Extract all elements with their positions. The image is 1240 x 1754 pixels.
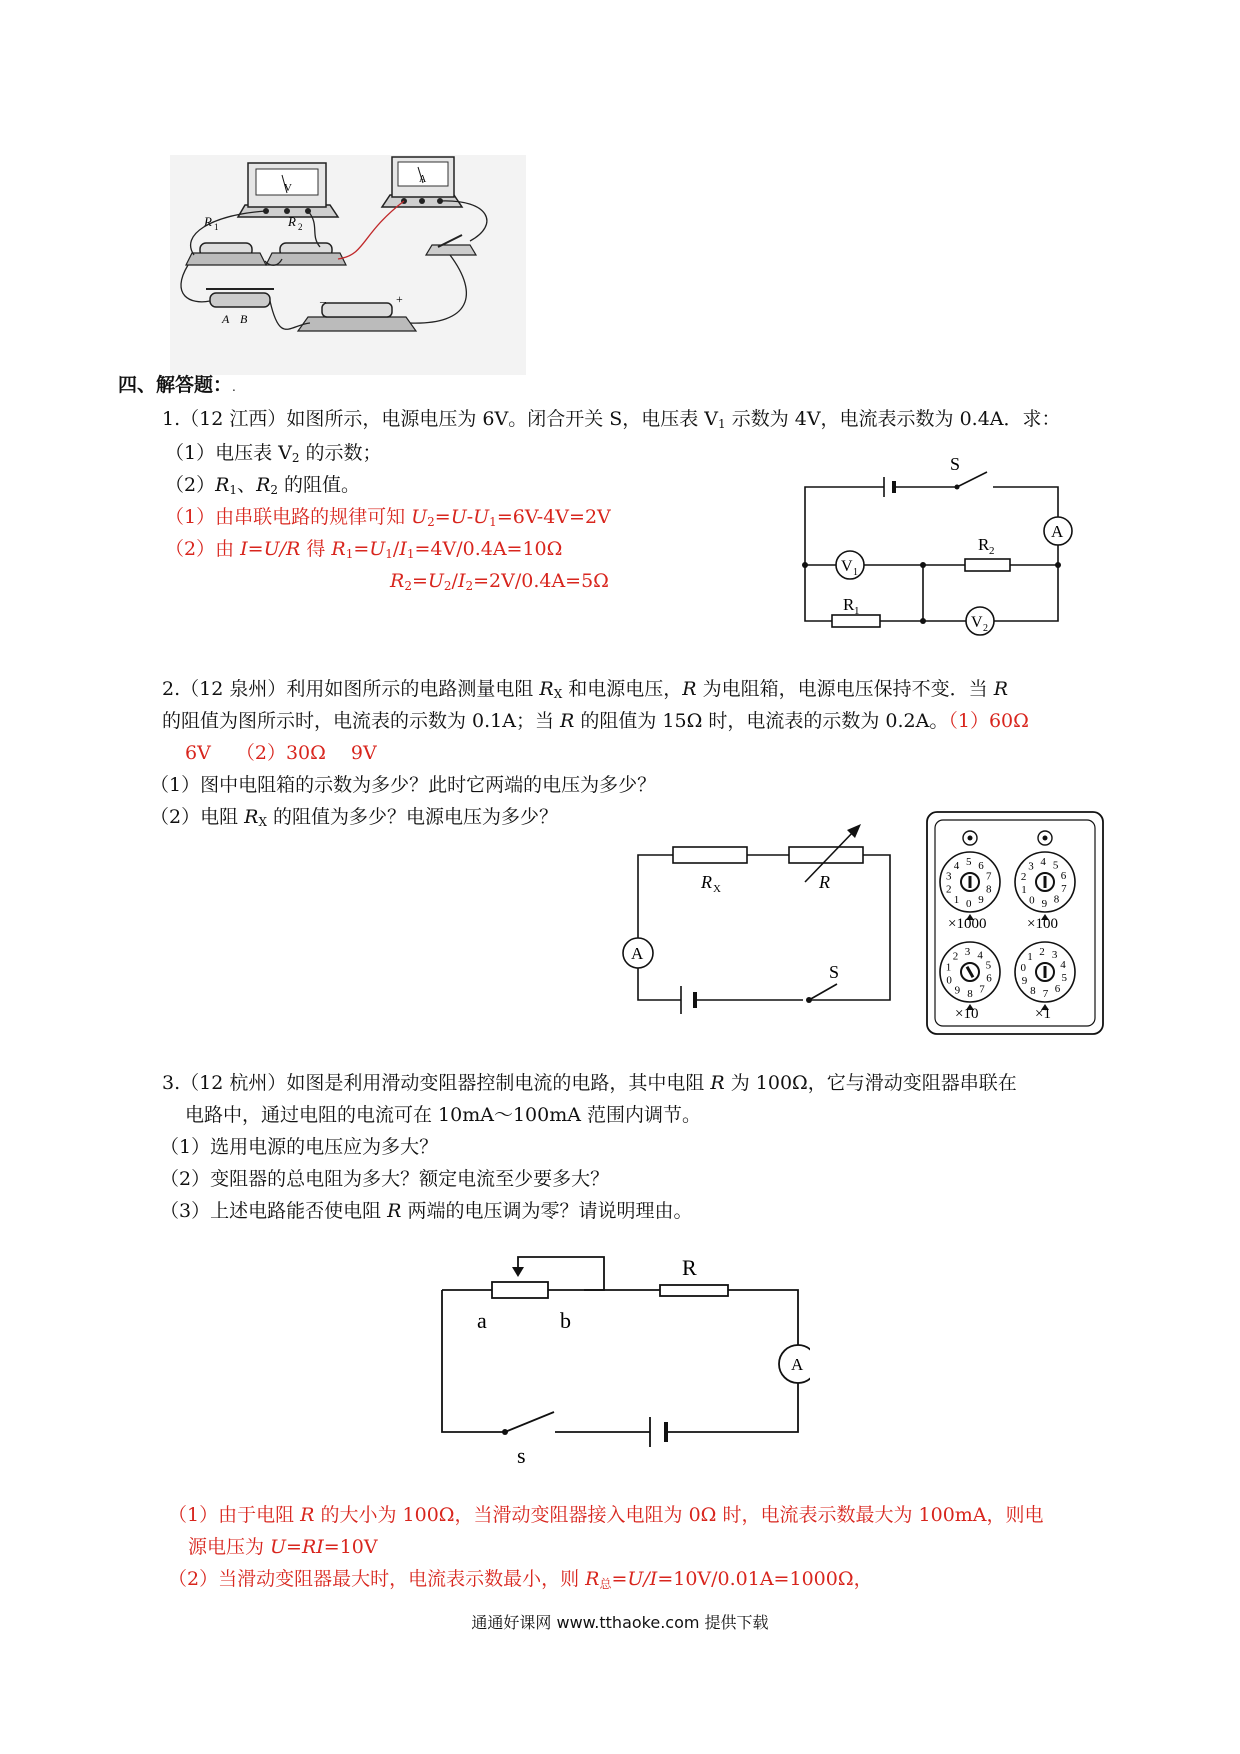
q3-b-label: b [560, 1308, 571, 1333]
q3-slider-arrow [512, 1267, 524, 1277]
q1-v1-sub: 1 [853, 567, 858, 578]
q3-answer2: （2）当滑动变阻器最大时，电流表示数最小，则 $R_总=U/I=10V/0.01A=1000\Omega$， [168, 1568, 873, 1591]
dial-digit: 3 [964, 946, 971, 958]
dial-digit: 1 [945, 961, 952, 974]
dial-digit: 0 [1020, 962, 1026, 975]
q1-r1-sub: 1 [854, 605, 860, 617]
dial-digit: 2 [1039, 946, 1045, 959]
dial-digit: 6 [1054, 982, 1061, 995]
photo-minus-label: – [320, 294, 326, 308]
dial-digit: 8 [1053, 893, 1060, 906]
photo-r1-label: R [204, 214, 212, 229]
q1-r1-label: R [843, 595, 855, 614]
q2-ammeter-label: A [631, 944, 644, 963]
q1-v2-sub: 2 [983, 623, 988, 634]
dial-digit: 1 [1027, 951, 1033, 964]
dial-digit: 8 [967, 988, 973, 1000]
dial-digit: 8 [986, 883, 992, 896]
q2-switch-label: S [829, 962, 840, 982]
q3-circuit-diagram [430, 1245, 810, 1485]
dial-digit: 7 [1042, 987, 1049, 1000]
q1-ammeter-label: A [1051, 522, 1064, 541]
voltmeter-device [238, 163, 338, 217]
dial-digit: 5 [1061, 971, 1067, 984]
q3-line1: 3.（12 杭州）如图是利用滑动变阻器控制电流的电路，其中电阻 R 为 100Ω，它与滑动变阻器串联在 [162, 1072, 1017, 1094]
ammeter-label: A [419, 174, 427, 185]
footer-text: 通通好课网 www.tthaoke.com 提供下载 [471, 1613, 769, 1632]
dial-digit: 2 [1020, 871, 1027, 884]
dial-digit: 5 [1052, 859, 1059, 872]
dial-digit: 7 [986, 870, 992, 883]
dial-digit: 6 [978, 860, 984, 872]
dial-digit: 4 [1060, 958, 1066, 971]
q2-resistor-rx [673, 847, 747, 863]
q1-v2-label: V [971, 614, 983, 631]
q1-stem: 1.（12 江西）如图所示，电源电压为 6V。闭合开关 S，电压表 $V_1$ 示数为 4V，电流表示数为 0.4A．求： [162, 408, 1061, 431]
q1-switch-label: S [950, 454, 961, 474]
q3-part2: （2）变阻器的总电阻为多大？额定电流至少要多大？ [160, 1168, 610, 1190]
dial-digit: 5 [966, 856, 972, 868]
q3-line2: 电路中，通过电阻的电流可在 10mA～100mA 范围内调节。 [185, 1104, 701, 1126]
ammeter-device [382, 157, 462, 207]
dial-digit: 4 [953, 860, 960, 872]
dial-label-10: ×10 [955, 1006, 979, 1022]
dial-digit: 0 [1029, 894, 1035, 907]
dial-digit: 6 [1060, 869, 1067, 882]
q3-a-label: a [477, 1308, 487, 1333]
dial-label-1000: ×1000 [948, 916, 987, 932]
dial-digit: 9 [954, 984, 961, 997]
photo-plus-label: + [396, 292, 403, 306]
dial-digit: 4 [1040, 856, 1046, 868]
photo-r2-sub: 2 [298, 222, 303, 232]
q2-line2: 的阻值为图所示时，电流表的示数为 0.1A；当 R 的阻值为 15Ω 时，电流表的示数为 0.2A。（1）60Ω [162, 710, 1029, 732]
q3-part1: （1）选用电源的电压应为多大？ [160, 1136, 439, 1158]
q2-part1: （1）图中电阻箱的示数为多少？此时它两端的电压为多少？ [150, 774, 657, 796]
q1-answer3: $R_2=U_2/I_2=2V/0.4A=5\Omega$ [390, 570, 609, 593]
dial-digit: 1 [953, 894, 960, 906]
q2-circuit-diagram [615, 820, 900, 1020]
page-footer [0, 1610, 1240, 1633]
q1-circuit-diagram [790, 450, 1110, 660]
dial-digit: 3 [1051, 949, 1058, 961]
q1-v1-label: V [841, 558, 853, 575]
q1-part1: （1）电压表 $V_2$ 的示数； [165, 442, 382, 465]
photo-b-label: B [240, 312, 248, 326]
dial-digit: 7 [979, 983, 985, 996]
dial-digit: 1 [1021, 884, 1027, 897]
dial-label-100: ×100 [1027, 916, 1058, 932]
dial-digit: 4 [977, 949, 983, 962]
q2-part2: （2）电阻 $R_X$ 的阻值为多少？电源电压为多少？ [150, 806, 559, 829]
section-heading [118, 372, 236, 400]
dial-digit: 9 [1041, 898, 1048, 910]
q3-resistor-r [660, 1285, 728, 1296]
q1-answer2: （2）由 I=U/R 得 $R_1=U_1/I_1=4V/0.4A=10\Omega$ [165, 538, 563, 561]
dial-digit: 2 [946, 883, 952, 896]
q1-r2-label: R [978, 535, 990, 554]
q2-line1: 2.（12 泉州）利用如图所示的电路测量电阻 $R_X$ 和电源电压，R 为电阻箱，电源电压保持不变．当 R [162, 678, 1009, 701]
dial-digit: 8 [1030, 985, 1036, 997]
q1-resistor-r2 [965, 559, 1010, 571]
q3-r-label: R [682, 1255, 697, 1280]
photo-r2-label: R [288, 214, 296, 229]
dial-label-1: ×1 [1035, 1006, 1051, 1022]
photo-a-label: A [222, 312, 230, 326]
q2-rx-label: R [701, 872, 712, 892]
dial-digit: 3 [1028, 860, 1034, 873]
q3-slide-rheostat [492, 1282, 548, 1298]
dial-digit: 9 [1021, 975, 1028, 988]
dial-digit: 0 [966, 898, 972, 910]
dial-digit: 2 [952, 950, 959, 963]
dial-digit: 6 [986, 972, 992, 985]
dial-digit: 0 [946, 974, 952, 987]
dial-digit: 3 [946, 870, 952, 883]
dial-digit: 9 [978, 894, 984, 906]
section-heading-text: 四、解答题： [118, 374, 233, 396]
circuit-photo [170, 155, 526, 375]
voltmeter-label: V [284, 182, 292, 194]
q1-part2: $(2)R_1$、$R_2$ 的阻值。 [165, 474, 361, 497]
q3-switch-label: s [517, 1443, 526, 1468]
resistance-box [925, 810, 1105, 1036]
q3-part3: （3）上述电路能否使电阻 R 两端的电压调为零？请说明理由。 [160, 1200, 693, 1222]
q1-r2-sub: 2 [989, 545, 995, 557]
section-heading-dot: . [232, 380, 236, 394]
q2-rx-sub: X [713, 883, 721, 895]
q3-answer1: （1）由于电阻 R 的大小为 100Ω，当滑动变阻器接入电阻为 0Ω 时，电流表示数最大为 100mA，则电 [168, 1504, 1044, 1526]
dial-digit: 7 [1061, 882, 1067, 895]
q3-answer1b: 源电压为 U=RI=10V [188, 1536, 378, 1558]
dial-digit: 5 [985, 959, 992, 972]
photo-r1-sub: 1 [214, 222, 219, 232]
q3-ammeter-label: A [791, 1355, 804, 1374]
q2-line3: 6V （2）30Ω 9V [185, 742, 377, 764]
q1-answer1: （1）由串联电路的规律可知 $U_2=U-U_1=6V-4V=2V$ [165, 506, 611, 529]
q2-r-label: R [819, 872, 830, 892]
